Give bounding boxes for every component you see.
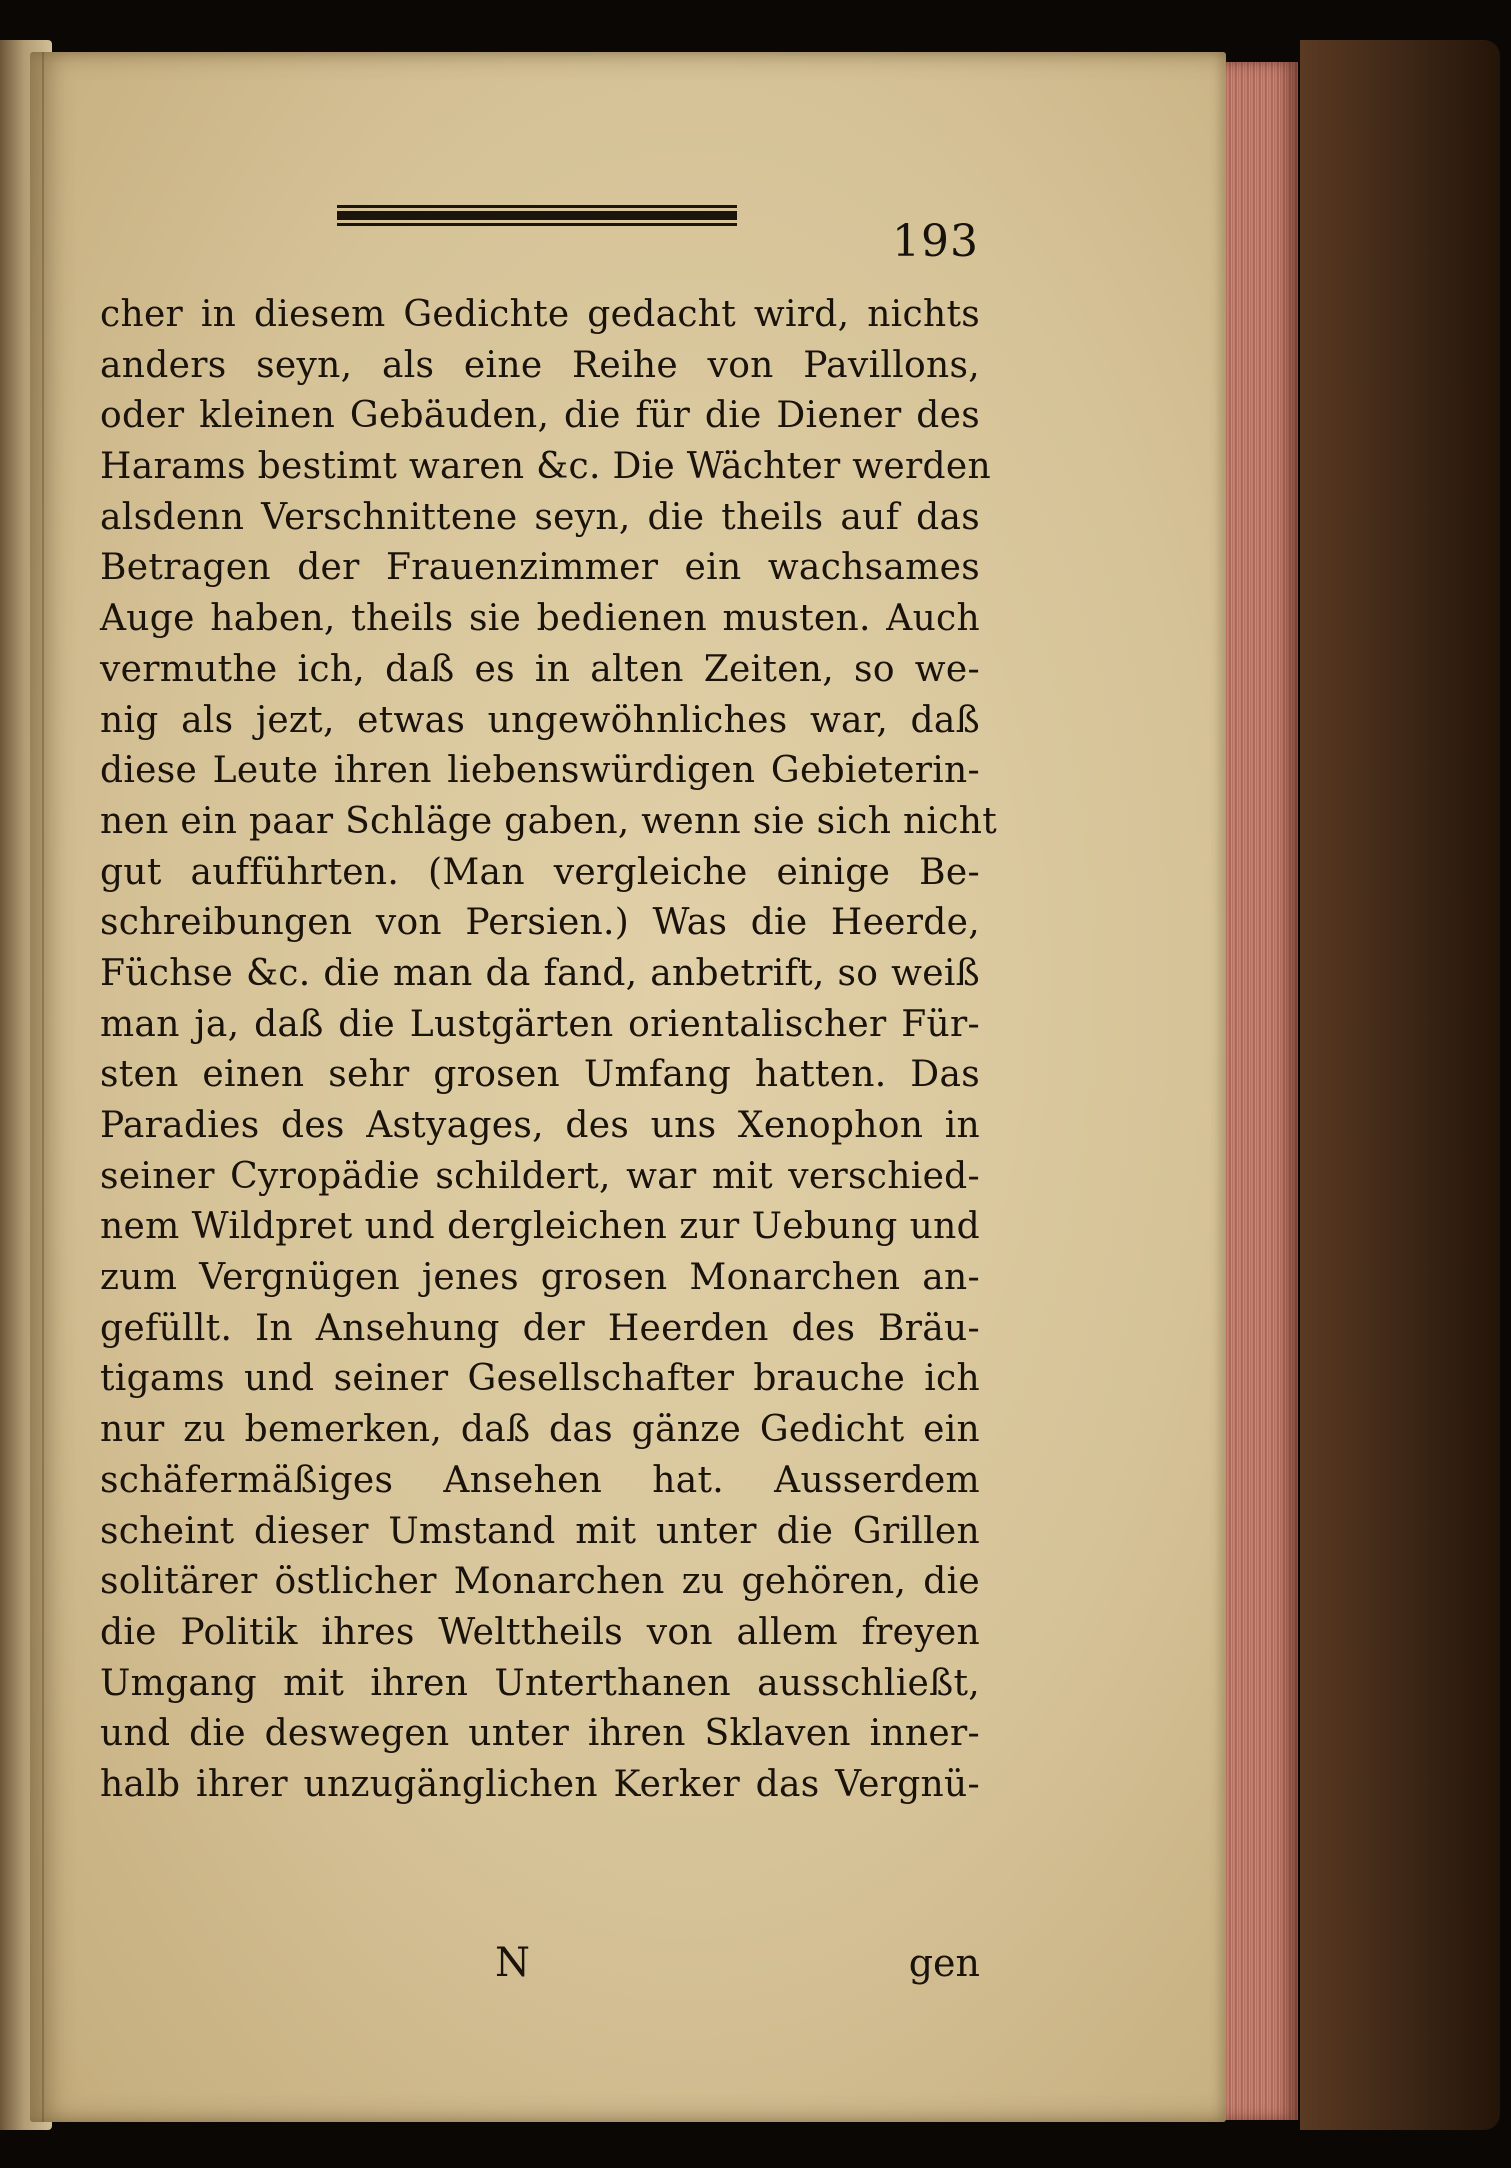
- text-line: Umgang mit ihren Unterthanen ausschließt,: [100, 1662, 980, 1704]
- text-line: oder kleinen Gebäuden, die für die Diener des: [100, 395, 980, 437]
- page-number: 193: [892, 216, 979, 267]
- text-line: vermuthe ich, daß es in alten Zeiten, so we-: [100, 648, 980, 690]
- text-line: man ja, daß die Lustgärten orientalischer Für-: [100, 1003, 980, 1045]
- text-line: Harams bestimt waren &c. Die Wächter werden: [100, 446, 991, 488]
- text-line: cher in diesem Gedichte gedacht wird, nichts: [100, 294, 980, 335]
- text-line: sten einen sehr grosen Umfang hatten. Das: [100, 1054, 980, 1096]
- text-line: gefüllt. In Ansehung der Heerden des Bräu-: [100, 1307, 980, 1349]
- text-line: diese Leute ihren liebenswürdigen Gebieterin-: [100, 750, 980, 792]
- text-line: anders seyn, als eine Reihe von Pavillons,: [100, 344, 980, 386]
- text-line: scheint dieser Umstand mit unter die Grillen: [100, 1510, 980, 1552]
- header-rule-ornament: [337, 205, 737, 229]
- text-line: tigams und seiner Gesellschafter brauche ich: [100, 1358, 980, 1400]
- text-line: und die deswegen unter ihren Sklaven inner-: [100, 1713, 980, 1755]
- body-text: [100, 290, 997, 1811]
- text-line: alsdenn Verschnittene seyn, die theils auf das: [100, 496, 980, 538]
- gutter-shadow: [42, 52, 44, 2122]
- signature-mark: N: [495, 1940, 530, 1986]
- text-line: seiner Cyropädie schildert, war mit verschied-: [100, 1155, 980, 1197]
- text-line: gut aufführten. (Man vergleiche einige Be-: [100, 851, 980, 893]
- text-line: nur zu bemerken, daß das gänze Gedicht ein: [100, 1409, 980, 1451]
- page-footer: [100, 1935, 980, 1991]
- text-line: halb ihrer unzugänglichen Kerker das Vergnü-: [100, 1763, 980, 1805]
- text-line: schreibungen von Persien.) Was die Heerde,: [100, 902, 980, 944]
- text-line: Paradies des Astyages, des uns Xenophon in: [100, 1105, 980, 1146]
- text-line: Füchse &c. die man da fand, anbetrift, so weiß: [100, 952, 980, 994]
- text-line: nem Wildpret und dergleichen zur Uebung und: [100, 1206, 980, 1248]
- text-line: Betragen der Frauenzimmer ein wachsames: [100, 547, 980, 589]
- text-line: nig als jezt, etwas ungewöhnliches war, daß: [100, 699, 980, 741]
- text-line: Auge haben, theils sie bedienen musten. Auch: [100, 598, 980, 640]
- text-line: zum Vergnügen jenes grosen Monarchen an-: [100, 1257, 980, 1299]
- catchword: gen: [908, 1941, 980, 1985]
- book-cover-edge: [1300, 40, 1500, 2130]
- text-line: schäfermäßiges Ansehen hat. Ausserdem: [100, 1459, 980, 1501]
- text-line: solitärer östlicher Monarchen zu gehören, die: [100, 1561, 980, 1603]
- text-line: nen ein paar Schläge gaben, wenn sie sich nicht: [100, 800, 997, 842]
- text-line: die Politik ihres Welttheils von allem freyen: [100, 1611, 980, 1653]
